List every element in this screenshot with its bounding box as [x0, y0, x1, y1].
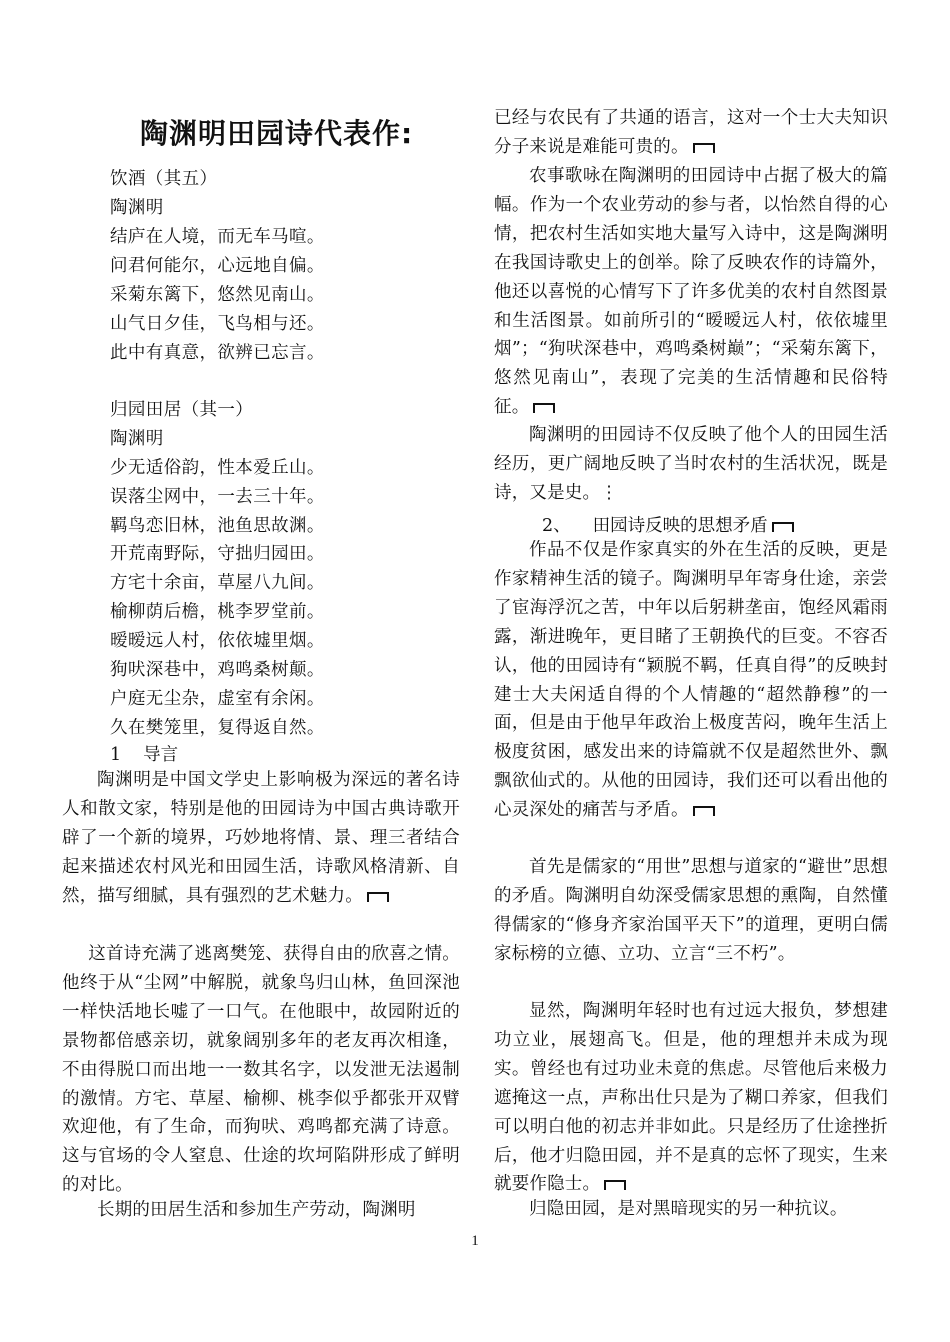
paragraph-mark-icon — [367, 892, 389, 902]
paragraph — [62, 940, 460, 1200]
paragraph — [62, 1196, 460, 1225]
paragraph-mark-icon — [772, 522, 794, 532]
paragraph-mark-icon — [693, 806, 715, 816]
paragraph-text: 陶渊明的田园诗不仅反映了他个人的田园生活经历，更广阔地反映了当时农村的生活状况，既是诗，又是史。⋮ — [494, 425, 888, 503]
section-heading — [542, 512, 794, 537]
section-number: 2、 — [542, 516, 571, 536]
poem-line: 结庐在人境，而无车马喧。 — [110, 227, 325, 247]
poem-line: 方宅十余亩，草屋八九间。 — [110, 573, 325, 593]
paragraph-text: 首先是儒家的“用世”思想与道家的“避世”思想的矛盾。陶渊明自幼深受儒家思想的熏陶，自然懂得儒家的“修身齐家治国平天下”的道理，更明白儒家标榜的立德、立功、立言“三不朽”。 — [494, 857, 888, 964]
poem-author: 陶渊明 — [110, 198, 164, 218]
poem-title: 饮酒（其五） — [110, 169, 218, 189]
paragraph — [494, 536, 888, 825]
paragraph — [494, 421, 888, 508]
poem-line: 狗吠深巷中，鸡鸣桑树颠。 — [110, 660, 325, 680]
poem-line: 误落尘网中，一去三十年。 — [110, 487, 325, 507]
paragraph-text: 已经与农民有了共通的语言，这对一个士大夫知识分子来说是难能可贵的。 — [494, 108, 888, 157]
paragraph-text: 长期的田居生活和参加生产劳动，陶渊明 — [97, 1200, 416, 1220]
poem-title: 归园田居（其一） — [110, 400, 254, 420]
page-number: 1 — [471, 1233, 479, 1249]
paragraph — [494, 162, 888, 422]
paragraph — [494, 104, 888, 162]
paragraph-text: 作品不仅是作家真实的外在生活的反映，更是作家精神生活的镜子。陶渊明早年寄身仕途，亲尝了宦海浮沉之苦，中年以后躬耕垄亩，饱经风霜雨露，渐进晚年，更目睹了王朝换代的巨变。不容否认，他的田园诗有“颖脱不羁，任真自得”的反映封建士大夫闲适自得的个人情趣的“超然静穆”的一面，但是由于他早年政治上极度苦闷，晚年生活上极度贫困，感发出来的诗篇就不仅是超然世外、飘飘欲仙式的。从他的田园诗，我们还可以看出他的心灵深处的痛苦与矛盾。 — [494, 540, 888, 821]
poem-line: 采菊东篱下，悠然见南山。 — [110, 285, 325, 305]
poem-line: 问君何能尔，心远地自偏。 — [110, 256, 325, 276]
poem-line: 山气日夕佳，飞鸟相与还。 — [110, 314, 325, 334]
paragraph-mark-icon — [533, 403, 555, 413]
paragraph — [494, 853, 888, 969]
paragraph — [62, 766, 460, 911]
paragraph-text: 显然，陶渊明年轻时也有过远大报负，梦想建功立业，展翅高飞。但是，他的理想并未成为现实。曾经也有过功业未竟的焦虑。尽管他后来极力遮掩这一点，声称出仕只是为了糊口养家，但我们可以明白他的初志并非如此。只是经历了仕途挫折后，他才归隐田园，并不是真的忘怀了现实，生来就要作隐士。 — [494, 1001, 888, 1195]
section-number: 1 — [110, 745, 122, 765]
poem-line: 少无适俗韵，性本爱丘山。 — [110, 458, 325, 478]
section-title: 田园诗反映的思想矛盾 — [592, 516, 768, 536]
paragraph-text: 这首诗充满了逃离樊笼、获得自由的欣喜之情。他终于从“尘网”中解脱，就象鸟归山林，鱼回深池一样快活地长嘘了一口气。在他眼中，故园附近的景物都倍感亲切，就象阔别多年的老友再次相逢，不由得脱口而出地一一数其名字，以发泄无法遏制的激情。方宅、草屋、榆柳、桃李似乎都张开双臂欢迎他，有了生命，而狗吠、鸡鸣都充满了诗意。这与官场的令人窒息、仕途的坎坷陷阱形成了鲜明的对比。 — [62, 944, 460, 1196]
page-title: 陶渊明田园诗代表作: — [140, 117, 414, 150]
poem-line: 暧暧远人村，依依墟里烟。 — [110, 631, 325, 651]
paragraph-text: 陶渊明是中国文学史上影响极为深远的著名诗人和散文家，特别是他的田园诗为中国古典诗歌开辟了一个新的境界，巧妙地将情、景、理三者结合起来描述农村风光和田园生活，诗歌风格清新、自然，描写细腻，具有强烈的艺术魅力。 — [62, 770, 460, 906]
paragraph-mark-icon — [604, 1180, 626, 1190]
poem-line: 久在樊笼里，复得返自然。 — [110, 718, 325, 738]
paragraph-text: 农事歌咏在陶渊明的田园诗中占据了极大的篇幅。作为一个农业劳动的参与者，以怡然自得的心情，把农村生活如实地大量写入诗中，这是陶渊明在我国诗歌史上的创举。除了反映农作的诗篇外，他还以喜悦的心情写下了许多优美的农村自然图景和生活图景。如前所引的“暧暧远人村，依依墟里烟”；“狗吠深巷中，鸡鸣桑树巅”；“采菊东篱下，悠然见南山”，表现了完美的生活情趣和民俗特征。 — [494, 166, 888, 418]
paragraph-text: 归隐田园，是对黑暗现实的另一种抗议。 — [529, 1199, 848, 1219]
poem-author: 陶渊明 — [110, 429, 164, 449]
poem-line: 开荒南野际，守拙归园田。 — [110, 544, 325, 564]
section-heading — [110, 741, 178, 766]
paragraph — [494, 997, 888, 1199]
section-title: 导言 — [143, 745, 179, 765]
poem-line: 羁鸟恋旧林，池鱼思故渊。 — [110, 516, 325, 536]
poem-line: 此中有真意，欲辨已忘言。 — [110, 343, 325, 363]
paragraph-mark-icon — [693, 143, 715, 153]
poem-line: 榆柳荫后檐，桃李罗堂前。 — [110, 602, 325, 622]
poem-line: 户庭无尘杂，虚室有余闲。 — [110, 689, 325, 709]
paragraph — [494, 1195, 888, 1224]
